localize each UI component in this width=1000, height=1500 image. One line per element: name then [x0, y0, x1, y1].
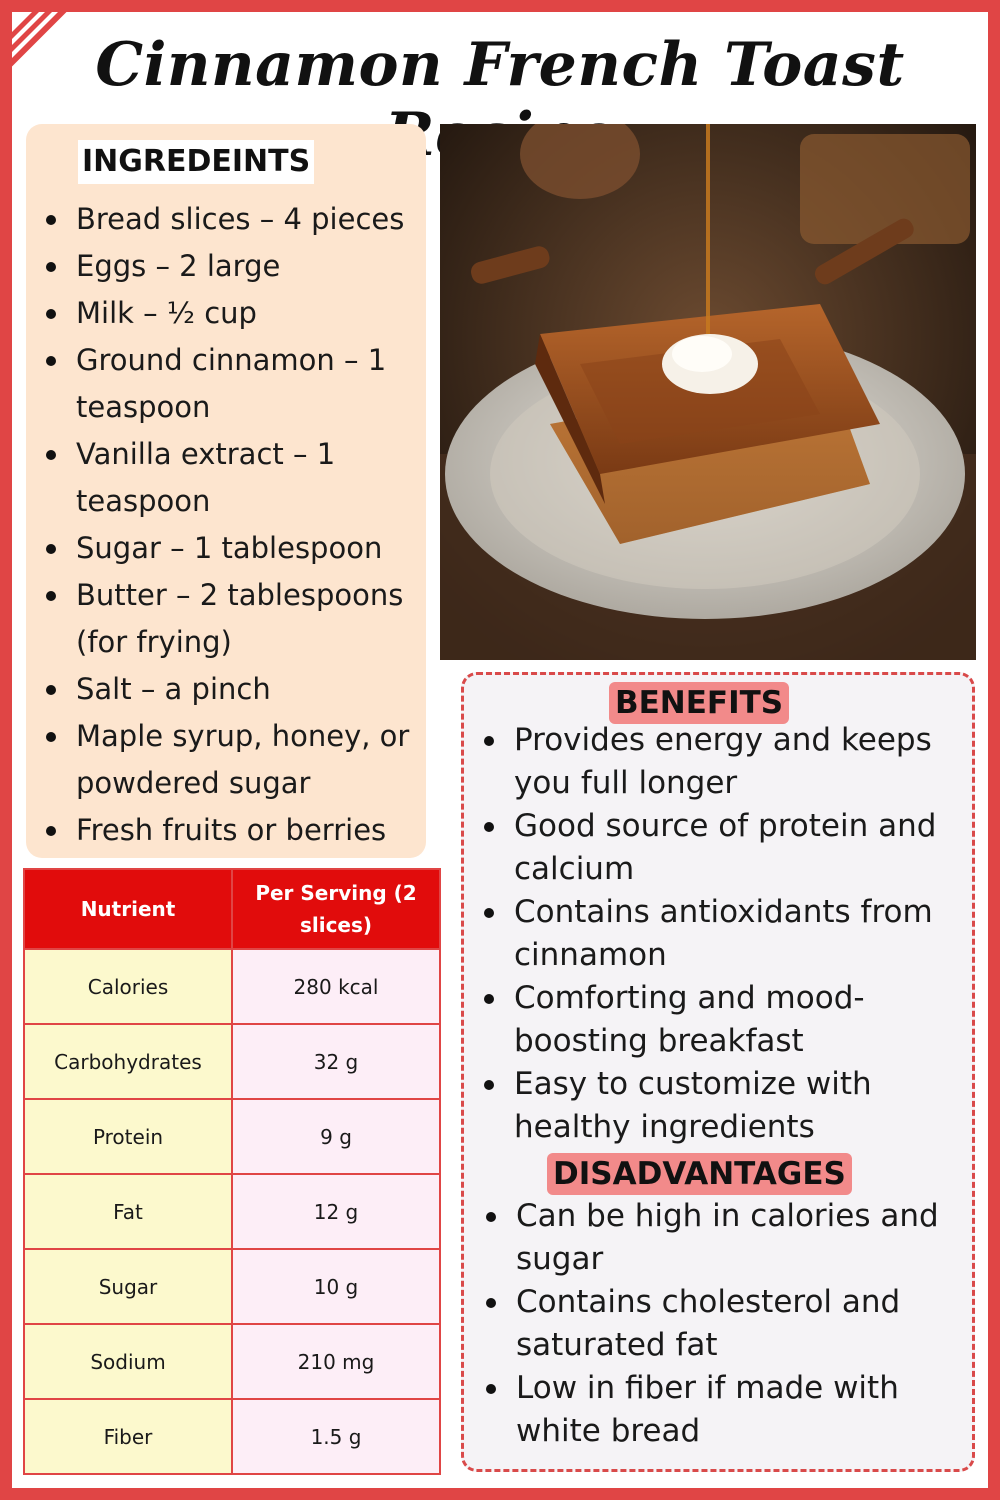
benefits-panel	[461, 672, 975, 1472]
nutrient-name: Carbohydrates	[24, 1024, 232, 1099]
nutrient-value: 210 mg	[232, 1324, 440, 1399]
list-item: Salt – a pinch	[26, 666, 426, 713]
page-title: Cinnamon French Toast	[95, 30, 905, 100]
list-item: Ground cinnamon – 1 teaspoon	[26, 337, 426, 431]
benefits-heading: BENEFITS	[609, 682, 789, 724]
list-item: Butter – 2 tablespoons (for frying)	[26, 572, 426, 666]
benefits-list	[464, 719, 964, 1149]
table-row	[24, 1174, 440, 1249]
list-item: Can be high in calories and sugar	[466, 1195, 966, 1281]
ingredients-list	[26, 196, 426, 854]
disadvantages-heading: DISADVANTAGES	[547, 1153, 852, 1195]
french-toast-photo	[440, 124, 976, 660]
nutrient-name: Protein	[24, 1099, 232, 1174]
nutrient-value: 10 g	[232, 1249, 440, 1324]
list-item: Vanilla extract – 1 teaspoon	[26, 431, 426, 525]
list-item: Low in fiber if made with white bread	[466, 1367, 966, 1453]
list-item: Provides energy and keeps you full longer	[464, 719, 964, 805]
nutrient-name: Sugar	[24, 1249, 232, 1324]
list-item: Bread slices – 4 pieces	[26, 196, 426, 243]
header-per-serving: Per Serving (2 slices)	[232, 869, 440, 949]
list-item: Easy to customize with healthy ingredients	[464, 1063, 964, 1149]
nutrient-value: 12 g	[232, 1174, 440, 1249]
list-item: Eggs – 2 large	[26, 243, 426, 290]
table-row	[24, 1249, 440, 1324]
recipe-card	[12, 12, 988, 1488]
list-item: Fresh fruits or berries	[26, 807, 426, 854]
nutrition-table	[23, 868, 441, 1475]
table-row	[24, 1024, 440, 1099]
table-row	[24, 1324, 440, 1399]
nutrient-value: 1.5 g	[232, 1399, 440, 1474]
table-header-row	[24, 869, 440, 949]
french-toast-illustration	[440, 124, 976, 660]
table-row	[24, 1099, 440, 1174]
ingredients-heading: INGREDEINTS	[78, 140, 314, 184]
nutrient-name: Fiber	[24, 1399, 232, 1474]
list-item: Milk – ½ cup	[26, 290, 426, 337]
nutrient-name: Fat	[24, 1174, 232, 1249]
list-item: Contains antioxidants from cinnamon	[464, 891, 964, 977]
list-item: Good source of protein and calcium	[464, 805, 964, 891]
ingredients-panel	[26, 124, 426, 858]
list-item: Sugar – 1 tablespoon	[26, 525, 426, 572]
table-row	[24, 949, 440, 1024]
list-item: Maple syrup, honey, or powdered sugar	[26, 713, 426, 807]
nutrient-name: Calories	[24, 949, 232, 1024]
nutrient-name: Sodium	[24, 1324, 232, 1399]
list-item: Comforting and mood-boosting breakfast	[464, 977, 964, 1063]
nutrient-value: 32 g	[232, 1024, 440, 1099]
nutrient-value: 9 g	[232, 1099, 440, 1174]
header-nutrient: Nutrient	[24, 869, 232, 949]
nutrient-value: 280 kcal	[232, 949, 440, 1024]
table-row	[24, 1399, 440, 1474]
list-item: Contains cholesterol and saturated fat	[466, 1281, 966, 1367]
disadvantages-list	[466, 1195, 966, 1453]
